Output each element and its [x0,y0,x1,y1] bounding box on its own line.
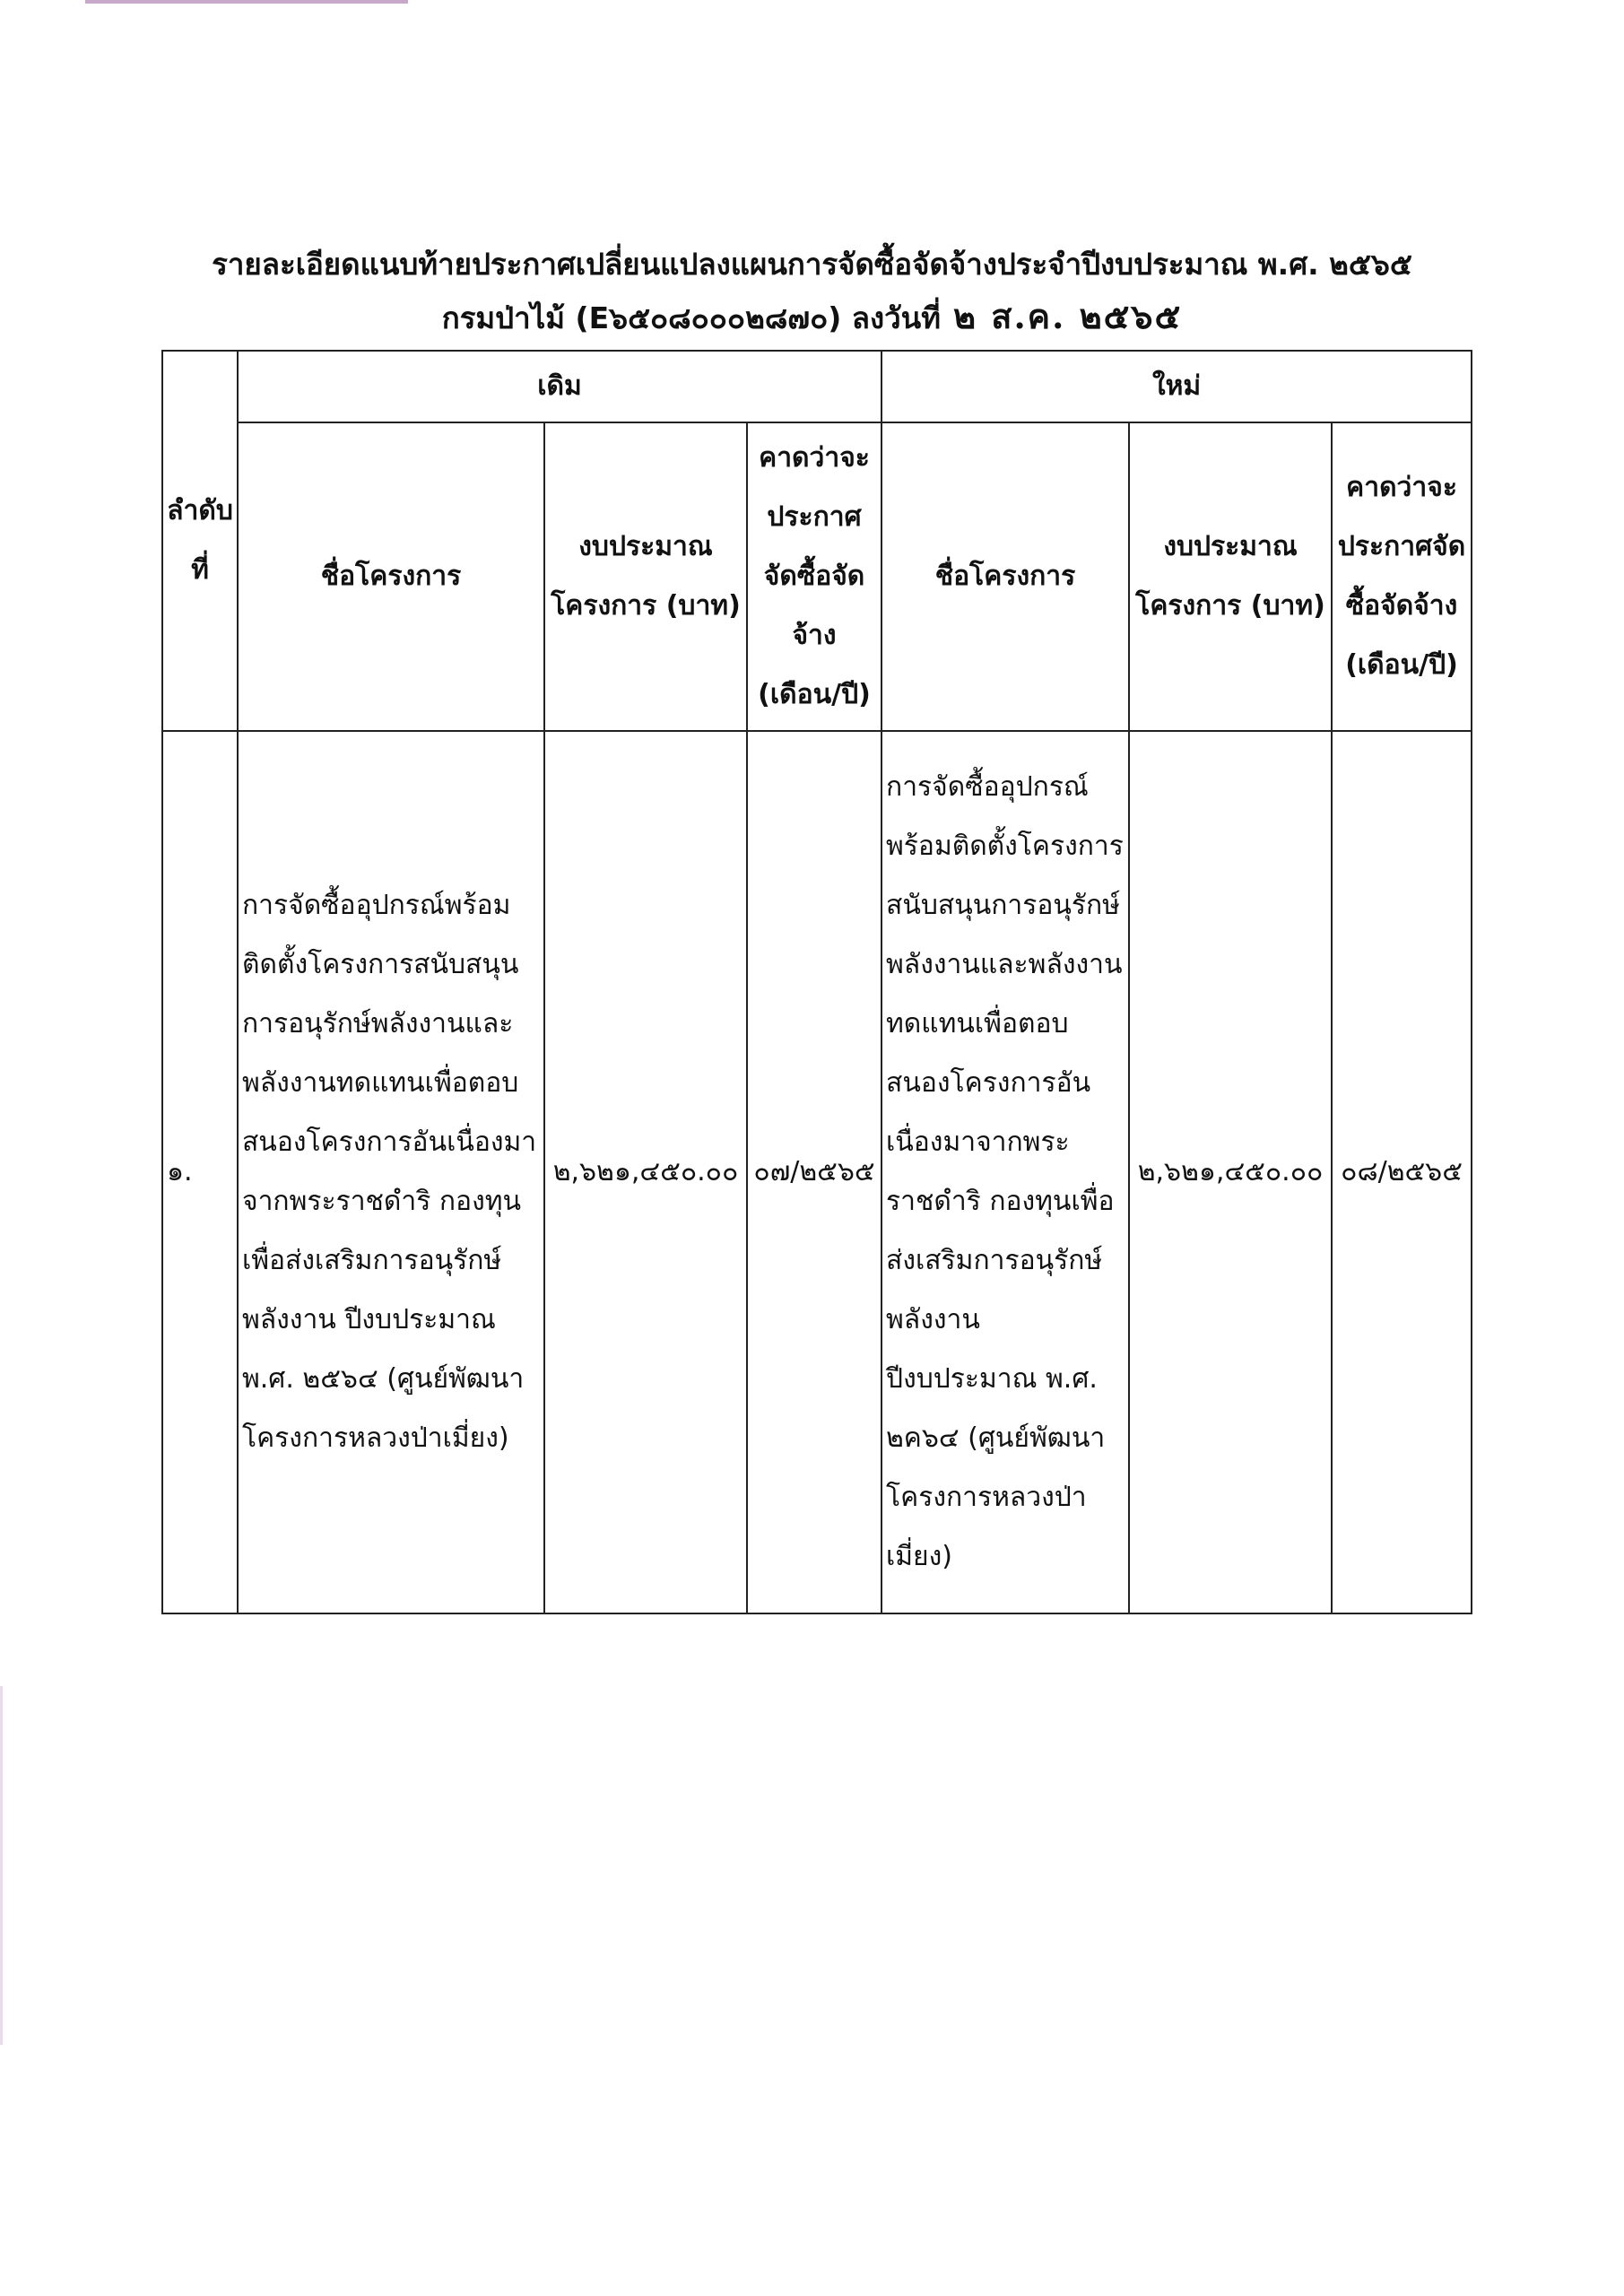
column-header-new-budget: งบประมาณโครงการ (บาท) [1129,422,1332,731]
document-title-text: รายละเอียดแนบท้ายประกาศเปลี่ยนแปลงแผนการจัดซื้อจัดจ้างประจำปีงบประมาณ พ.ศ. ๒๕๖๕ [212,247,1412,282]
scan-edge-mark-left [0,1686,3,2045]
scan-edge-mark-top [85,0,408,4]
old-budget: ๒,๖๒๑,๔๕๐.๐๐ [544,731,747,1613]
header-group-row [162,351,1472,422]
document-subtitle [0,289,1624,344]
column-header-old-project-name: ชื่อโครงการ [238,422,544,731]
document-subtitle-text: กรมป่าไม้ (E๖๕๐๘๐๐๐๒๘๗๐) ลงวันที่ [441,300,941,335]
old-project-name: การจัดซื้ออุปกรณ์พร้อมติดตั้งโครงการสนับสนุนการอนุรักษ์พลังงานและพลังงานทดแทนเพื่อตอบสนองโครงการอันเนื่องมาจากพระราชดำริ กองทุนเพื่อส่งเสริมการอนุรักษ์พลังงาน ปีงบประมาณ พ.ศ. ๒๕๖๔ (ศูนย์พัฒนาโครงการหลวงป่าเมี่ยง) [238,731,544,1613]
column-header-new-project-name: ชื่อโครงการ [881,422,1129,731]
new-budget: ๒,๖๒๑,๔๕๐.๐๐ [1129,731,1332,1613]
column-header-no: ลำดับที่ [162,351,238,731]
new-expected-month: ๐๘/๒๕๖๕ [1332,731,1472,1613]
handwritten-date: ๒ ส.ค. ๒๕๖๕ [952,296,1183,336]
column-header-new-expected: คาดว่าจะประกาศจัดซื้อจัดจ้าง (เดือน/ปี) [1332,422,1472,731]
column-header-old-expected: คาดว่าจะประกาศจัดซื้อจัดจ้าง (เดือน/ปี) [747,422,881,731]
column-group-new: ใหม่ [881,351,1472,422]
document-title [0,240,1624,288]
old-expected-month: ๐๗/๒๕๖๕ [747,731,881,1613]
new-project-name: การจัดซื้ออุปกรณ์พร้อมติดตั้งโครงการสนับสนุนการอนุรักษ์พลังงานและพลังงานทดแทนเพื่อตอบสนองโครงการอันเนื่องมาจากพระราชดำริ กองทุนเพื่อส่งเสริมการอนุรักษ์พลังงาน ปีงบประมาณ พ.ศ. ๒ค๖๔ (ศูนย์พัฒนาโครงการหลวงป่าเมี่ยง) [881,731,1129,1613]
column-header-old-budget: งบประมาณโครงการ (บาท) [544,422,747,731]
procurement-plan-table [161,350,1472,1614]
column-group-old: เดิม [238,351,881,422]
row-number: ๑. [162,731,238,1613]
header-column-row [162,422,1472,731]
table-row [162,731,1472,1613]
